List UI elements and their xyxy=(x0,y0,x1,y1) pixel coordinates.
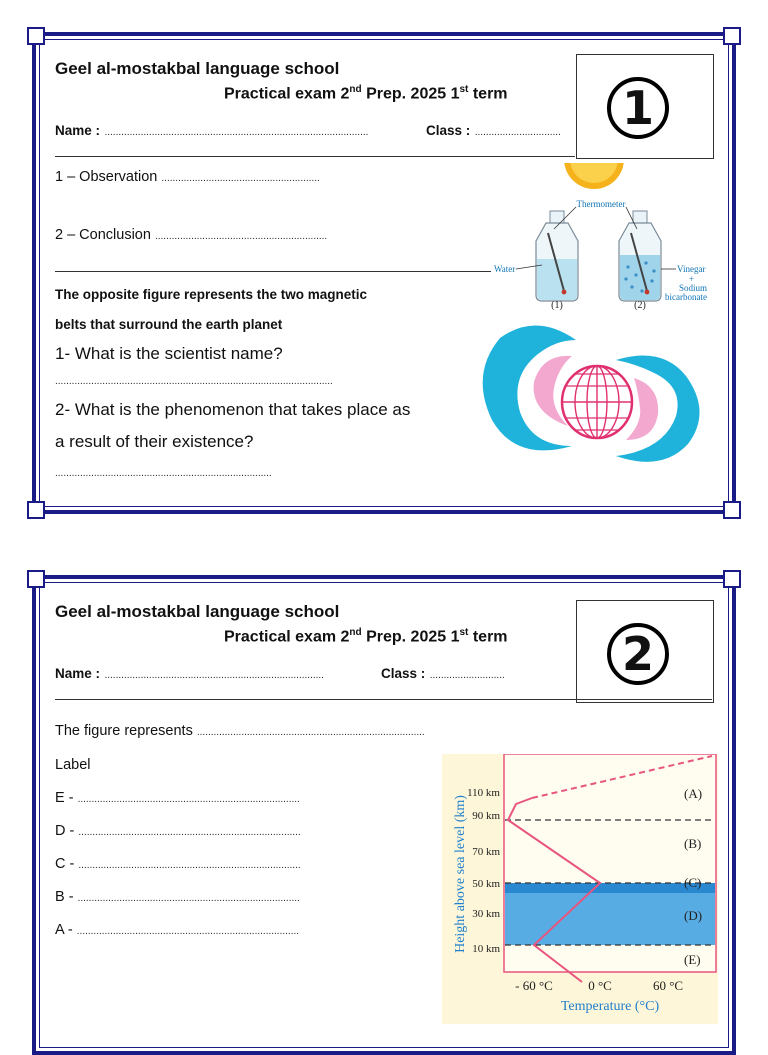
exam-title: Practical exam 2nd Prep. 2025 1st term xyxy=(224,84,508,103)
y-tick: 90 km xyxy=(472,810,500,822)
bottle-2 xyxy=(619,211,661,301)
x-axis-label: Temperature (°C) xyxy=(560,999,660,1014)
bottle-1 xyxy=(536,211,578,301)
sodium-label: Sodium xyxy=(679,283,708,293)
bottle-2-label: (2) xyxy=(634,300,646,311)
plus-label: + xyxy=(689,274,695,284)
label-heading: Label xyxy=(55,757,91,773)
divider xyxy=(55,699,712,700)
corner-ornament xyxy=(27,570,45,588)
name-field[interactable]: Name : ............................................................................................... xyxy=(55,123,369,138)
corner-ornament xyxy=(723,570,741,588)
earth-globe-icon xyxy=(562,366,632,438)
bottle-1-label: (1) xyxy=(551,300,563,311)
school-name: Geel al-mostakbal language school xyxy=(55,602,340,621)
corner-ornament xyxy=(27,27,45,45)
y-axis-label: Height above sea level (km) xyxy=(453,795,468,953)
question-1: 1- What is the scientist name? xyxy=(55,344,283,363)
exam-card-1 xyxy=(32,32,736,514)
exam-title: Practical exam 2nd Prep. 2025 1st term xyxy=(224,627,508,646)
layer-label-e: (E) xyxy=(684,952,701,967)
y-tick: 50 km xyxy=(472,878,500,890)
corner-ornament xyxy=(27,501,45,519)
x-tick: - 60 °C xyxy=(515,978,553,993)
label-e-field[interactable]: E - ................................................................................ xyxy=(55,790,300,806)
water-label: Water xyxy=(494,264,516,274)
layer-label-b: (B) xyxy=(684,836,702,851)
corner-ornament xyxy=(723,27,741,45)
label-c-field[interactable]: C - ................................................................................ xyxy=(55,856,301,872)
x-tick: 60 °C xyxy=(652,978,684,993)
question-2-line-1: 2- What is the phenomenon that takes place as xyxy=(55,400,411,419)
label-b-field[interactable]: B - ................................................................................ xyxy=(55,889,300,905)
label-d-field[interactable]: D - ................................................................................ xyxy=(55,823,301,839)
answer-1-field[interactable]: .................................................................................................... xyxy=(55,376,333,387)
question-number-box xyxy=(576,54,714,159)
class-field[interactable]: Class : ........................... xyxy=(381,666,505,681)
question-number-2: 2 xyxy=(607,623,669,685)
question-number-box xyxy=(576,600,714,703)
observation-field[interactable]: 1 – Observation ......................................................... xyxy=(55,169,320,185)
divider xyxy=(55,271,491,272)
question-2-line-2: a result of their existence? xyxy=(55,432,254,451)
layer-label-a: (A) xyxy=(684,786,703,801)
atmosphere-temperature-chart xyxy=(442,754,718,1024)
name-field[interactable]: Name : ............................................................................... xyxy=(55,666,324,681)
exam-card-2 xyxy=(32,575,736,1055)
conclusion-field[interactable]: 2 – Conclusion .............................................................. xyxy=(55,227,328,243)
y-tick: 30 km xyxy=(472,908,500,920)
class-field[interactable]: Class : ............................... xyxy=(426,123,561,138)
layer-label-c: (C) xyxy=(684,875,702,890)
bottles-experiment-figure xyxy=(476,163,716,313)
vinegar-label: Vinegar xyxy=(677,264,706,274)
figure-represents-field[interactable]: The figure represents .................................................................................. xyxy=(55,723,425,739)
y-tick: 10 km xyxy=(472,943,500,955)
label-a-field[interactable]: A - ................................................................................ xyxy=(55,922,300,938)
layer-label-d: (D) xyxy=(684,908,703,923)
statement-line-1: The opposite figure represents the two magnetic xyxy=(55,287,368,302)
outer-belt-left xyxy=(483,325,576,450)
bicarbonate-label: bicarbonate xyxy=(665,292,707,302)
y-tick: 70 km xyxy=(472,846,500,858)
question-number-1: 1 xyxy=(607,77,669,139)
corner-ornament xyxy=(723,501,741,519)
magnetic-belts-figure xyxy=(476,316,716,476)
school-name: Geel al-mostakbal language school xyxy=(55,59,340,78)
answer-2-field[interactable]: .............................................................................. xyxy=(55,468,272,479)
divider xyxy=(55,156,575,157)
thermometer-label: Thermometer xyxy=(576,199,626,209)
statement-line-2: belts that surround the earth planet xyxy=(55,317,283,332)
y-tick: 110 km xyxy=(467,787,500,799)
x-tick: 0 °C xyxy=(588,978,612,993)
